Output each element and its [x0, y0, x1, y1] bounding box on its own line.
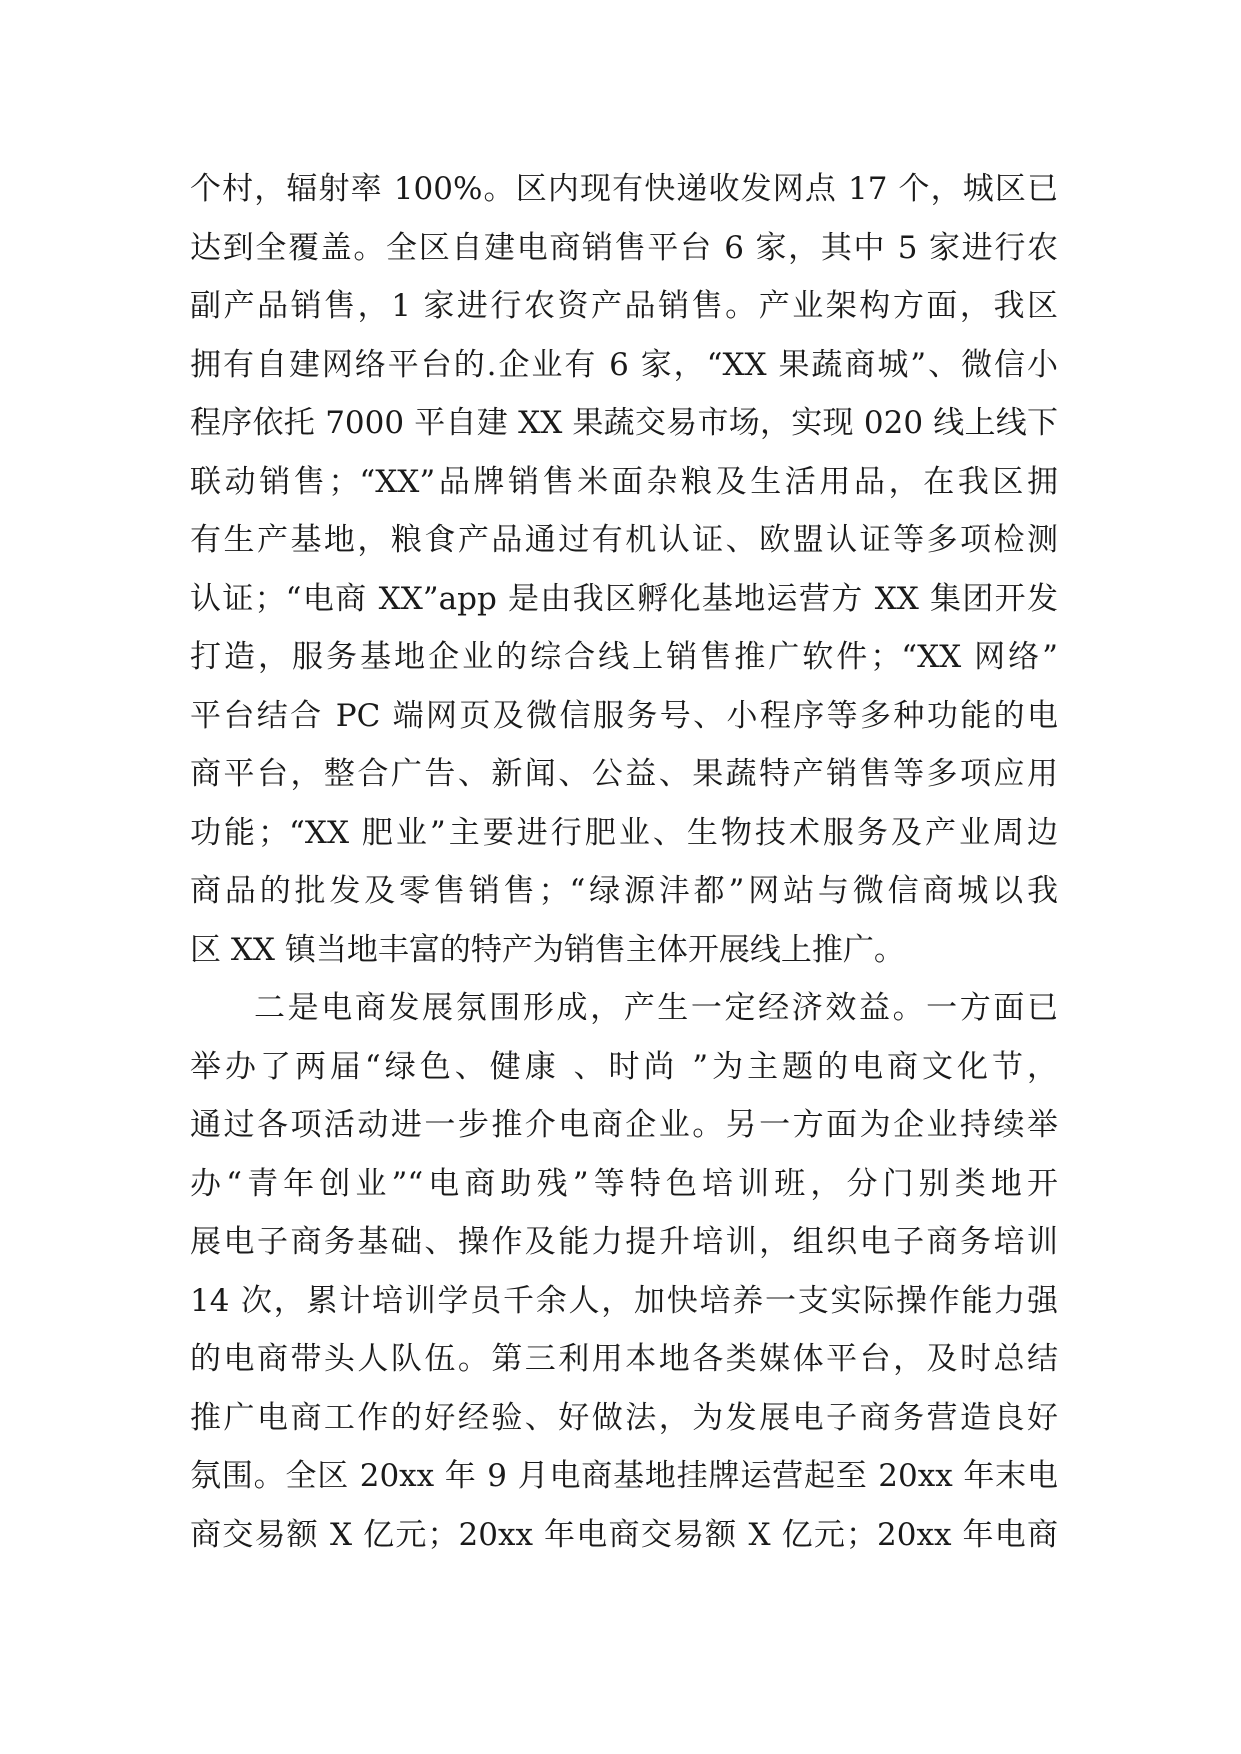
text-line: 商交易额 X 亿元；20xx 年电商交易额 X 亿元；20xx 年电商	[190, 1516, 1058, 1553]
text-line: 14 次，累计培训学员千余人，加快培养一支实际操作能力强	[190, 1282, 1058, 1319]
text-line: 的电商带头人队伍。第三利用本地各类媒体平台，及时总结	[190, 1341, 1058, 1377]
text-line: 展电子商务基础、操作及能力提升培训，组织电子商务培训	[190, 1224, 1058, 1260]
text-line: 打造，服务基地企业的综合线上销售推广软件；“XX 网络”	[190, 639, 1058, 675]
text-line: 推广电商工作的好经验、好做法，为发展电子商务营造良好	[190, 1399, 1058, 1436]
paragraph-continuation	[190, 160, 1058, 979]
text-line: 功能；“XX 肥业”主要进行肥业、生物技术服务及产业周边	[190, 814, 1058, 851]
paragraph-ecommerce-atmosphere	[190, 979, 1058, 1564]
body-text	[190, 160, 1058, 1564]
text-line: 拥有自建网络平台的.企业有 6 家，“XX 果蔬商城”、微信小	[190, 346, 1058, 383]
text-line: 联动销售；“XX”品牌销售米面杂粮及生活用品，在我区拥	[190, 463, 1058, 500]
text-line: 区 XX 镇当地丰富的特产为销售主体开展线上推广。	[190, 931, 905, 968]
text-line: 有生产基地，粮食产品通过有机认证、欧盟认证等多项检测	[190, 522, 1058, 558]
text-line: 通过各项活动进一步推介电商企业。另一方面为企业持续举	[190, 1107, 1058, 1143]
text-line: 氛围。全区 20xx 年 9 月电商基地挂牌运营起至 20xx 年末电	[190, 1458, 1058, 1494]
text-line: 平台结合 PC 端网页及微信服务号、小程序等多种功能的电	[190, 697, 1058, 734]
text-line: 程序依托 7000 平自建 XX 果蔬交易市场，实现 020 线上线下	[190, 405, 1058, 441]
text-line: 举办了两届“绿色、健康 、时尚 ”为主题的电商文化节，	[190, 1048, 1058, 1085]
text-line: 办“青年创业”“电商助残”等特色培训班，分门别类地开	[190, 1165, 1058, 1202]
text-line: 商平台，整合广告、新闻、公益、果蔬特产销售等多项应用	[190, 756, 1058, 792]
text-line: 认证；“电商 XX”app 是由我区孵化基地运营方 XX 集团开发	[190, 580, 1058, 617]
text-line: 达到全覆盖。全区自建电商销售平台 6 家，其中 5 家进行农	[190, 229, 1058, 266]
text-line: 个村，辐射率 100%。区内现有快递收发网点 17 个，城区已	[190, 171, 1058, 207]
text-line: 商品的批发及零售销售；“绿源沣都”网站与微信商城以我	[190, 873, 1058, 909]
text-line: 副产品销售，1 家进行农资产品销售。产业架构方面，我区	[190, 288, 1058, 324]
text-line: 二是电商发展氛围形成，产生一定经济效益。一方面已	[254, 990, 1058, 1026]
